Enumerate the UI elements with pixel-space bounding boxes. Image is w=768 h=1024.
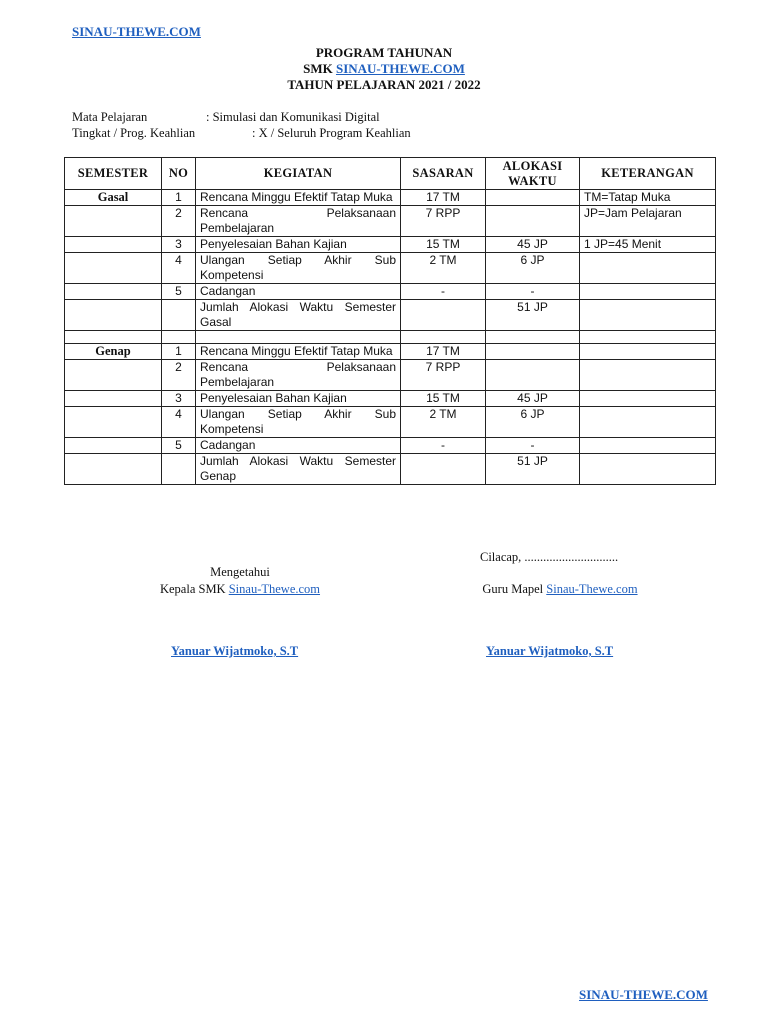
left-signature-block <box>130 564 350 598</box>
cell-keterangan <box>580 438 716 454</box>
table-row <box>65 344 716 360</box>
cell-kegiatan: Ulangan Setiap Akhir Sub Kompetensi <box>196 253 401 284</box>
cell-semester <box>65 391 162 407</box>
cell-sasaran: 17 TM <box>401 344 486 360</box>
cell-alokasi: - <box>486 438 580 454</box>
cell-semester: Gasal <box>65 190 162 206</box>
header-link[interactable]: SINAU-THEWE.COM <box>72 24 201 39</box>
cell-sasaran: 17 TM <box>401 190 486 206</box>
cell-keterangan: TM=Tatap Muka <box>580 190 716 206</box>
cell-sasaran: - <box>401 284 486 300</box>
cell-sasaran: - <box>401 438 486 454</box>
program-table <box>64 157 716 485</box>
col-header-semester: SEMESTER <box>65 158 162 190</box>
cell-kegiatan: Penyelesaian Bahan Kajian <box>196 237 401 253</box>
level-value: : X / Seluruh Program Keahlian <box>252 126 411 140</box>
cell-alokasi: 51 JP <box>486 300 580 331</box>
table-body <box>65 190 716 485</box>
cell-semester <box>65 253 162 284</box>
cell-sasaran <box>401 300 486 331</box>
table-header-row <box>65 158 716 190</box>
cell-semester <box>65 206 162 237</box>
title-line-1: PROGRAM TAHUNAN <box>315 45 453 60</box>
cell-no: 1 <box>162 190 196 206</box>
table-spacer-row <box>65 331 716 344</box>
cell-no: 5 <box>162 438 196 454</box>
table-cell-empty <box>401 331 486 344</box>
col-header-keterangan: KETERANGAN <box>580 158 716 190</box>
cell-kegiatan: Rencana Minggu Efektif Tatap Muka <box>196 344 401 360</box>
cell-no: 2 <box>162 206 196 237</box>
cell-no: 4 <box>162 407 196 438</box>
cell-semester <box>65 407 162 438</box>
left-sign-line-2 <box>130 581 350 598</box>
cell-sasaran: 15 TM <box>401 391 486 407</box>
cell-kegiatan: Rencana Pelaksanaan Pembelajaran <box>196 206 401 237</box>
cell-keterangan <box>580 300 716 331</box>
cell-keterangan <box>580 344 716 360</box>
table-cell-empty <box>162 331 196 344</box>
title-line-2-prefix: SMK <box>303 61 336 76</box>
cell-no: 5 <box>162 284 196 300</box>
table-row <box>65 360 716 391</box>
col-header-no: NO <box>162 158 196 190</box>
cell-semester <box>65 284 162 300</box>
cell-sasaran: 7 RPP <box>401 206 486 237</box>
left-sign-prefix: Kepala SMK <box>159 582 229 596</box>
table-cell-empty <box>580 331 716 344</box>
cell-alokasi <box>486 190 580 206</box>
cell-no: 1 <box>162 344 196 360</box>
left-sign-link[interactable]: Sinau-Thewe.com <box>228 582 321 596</box>
cell-keterangan <box>580 454 716 485</box>
table-row <box>65 454 716 485</box>
table-row <box>65 253 716 284</box>
cell-no <box>162 454 196 485</box>
col-header-kegiatan: KEGIATAN <box>196 158 401 190</box>
cell-alokasi <box>486 344 580 360</box>
cell-keterangan <box>580 407 716 438</box>
cell-sasaran: 2 TM <box>401 253 486 284</box>
table-row <box>65 237 716 253</box>
right-signer-name[interactable]: Yanuar Wijatmoko, S.T <box>486 644 614 658</box>
cell-kegiatan: Cadangan <box>196 284 401 300</box>
cell-sasaran <box>401 454 486 485</box>
cell-kegiatan: Jumlah Alokasi Waktu Semester Genap <box>196 454 401 485</box>
cell-alokasi: - <box>486 284 580 300</box>
place-date: Cilacap, .............................. <box>480 550 619 564</box>
cell-kegiatan: Ulangan Setiap Akhir Sub Kompetensi <box>196 407 401 438</box>
cell-no: 2 <box>162 360 196 391</box>
title-line-3: TAHUN PELAJARAN 2021 / 2022 <box>287 77 481 92</box>
cell-alokasi: 51 JP <box>486 454 580 485</box>
table-row <box>65 284 716 300</box>
left-sign-line-1: Mengetahui <box>210 565 270 579</box>
cell-kegiatan: Jumlah Alokasi Waktu Semester Gasal <box>196 300 401 331</box>
table-row <box>65 438 716 454</box>
right-sign-prefix: Guru Mapel <box>482 582 547 596</box>
cell-kegiatan: Rencana Pelaksanaan Pembelajaran <box>196 360 401 391</box>
subject-label: Mata Pelajaran <box>72 110 148 124</box>
subject-value: : Simulasi dan Komunikasi Digital <box>206 110 380 124</box>
cell-kegiatan: Rencana Minggu Efektif Tatap Muka <box>196 190 401 206</box>
right-signature-block <box>450 581 670 598</box>
table-row <box>65 300 716 331</box>
table-row <box>65 190 716 206</box>
cell-alokasi <box>486 206 580 237</box>
table-cell-empty <box>486 331 580 344</box>
title-line-2 <box>0 61 768 77</box>
cell-semester <box>65 300 162 331</box>
cell-keterangan <box>580 284 716 300</box>
table-row <box>65 206 716 237</box>
table-cell-empty <box>196 331 401 344</box>
cell-sasaran: 7 RPP <box>401 360 486 391</box>
cell-alokasi: 6 JP <box>486 253 580 284</box>
left-signer-name[interactable]: Yanuar Wijatmoko, S.T <box>171 644 299 658</box>
cell-semester <box>65 237 162 253</box>
col-header-alokasi: ALOKASI WAKTU <box>486 158 580 190</box>
cell-semester <box>65 454 162 485</box>
footer-link[interactable]: SINAU-THEWE.COM <box>579 987 708 1002</box>
cell-keterangan <box>580 253 716 284</box>
cell-keterangan <box>580 391 716 407</box>
table-row <box>65 407 716 438</box>
table-row <box>65 391 716 407</box>
col-header-sasaran: SASARAN <box>401 158 486 190</box>
document-title <box>0 45 768 93</box>
right-sign-line-2 <box>450 581 670 598</box>
level-label: Tingkat / Prog. Keahlian <box>72 126 196 140</box>
cell-keterangan: JP=Jam Pelajaran <box>580 206 716 237</box>
title-school-link[interactable]: SINAU-THEWE.COM <box>335 61 465 76</box>
cell-kegiatan: Penyelesaian Bahan Kajian <box>196 391 401 407</box>
cell-sasaran: 2 TM <box>401 407 486 438</box>
cell-keterangan: 1 JP=45 Menit <box>580 237 716 253</box>
cell-no: 3 <box>162 391 196 407</box>
cell-keterangan <box>580 360 716 391</box>
cell-semester <box>65 360 162 391</box>
cell-alokasi: 45 JP <box>486 237 580 253</box>
cell-semester: Genap <box>65 344 162 360</box>
right-sign-link[interactable]: Sinau-Thewe.com <box>546 582 638 596</box>
cell-no: 3 <box>162 237 196 253</box>
cell-alokasi <box>486 360 580 391</box>
cell-no <box>162 300 196 331</box>
cell-alokasi: 45 JP <box>486 391 580 407</box>
cell-no: 4 <box>162 253 196 284</box>
cell-kegiatan: Cadangan <box>196 438 401 454</box>
cell-semester <box>65 438 162 454</box>
cell-alokasi: 6 JP <box>486 407 580 438</box>
cell-sasaran: 15 TM <box>401 237 486 253</box>
table-cell-empty <box>65 331 162 344</box>
